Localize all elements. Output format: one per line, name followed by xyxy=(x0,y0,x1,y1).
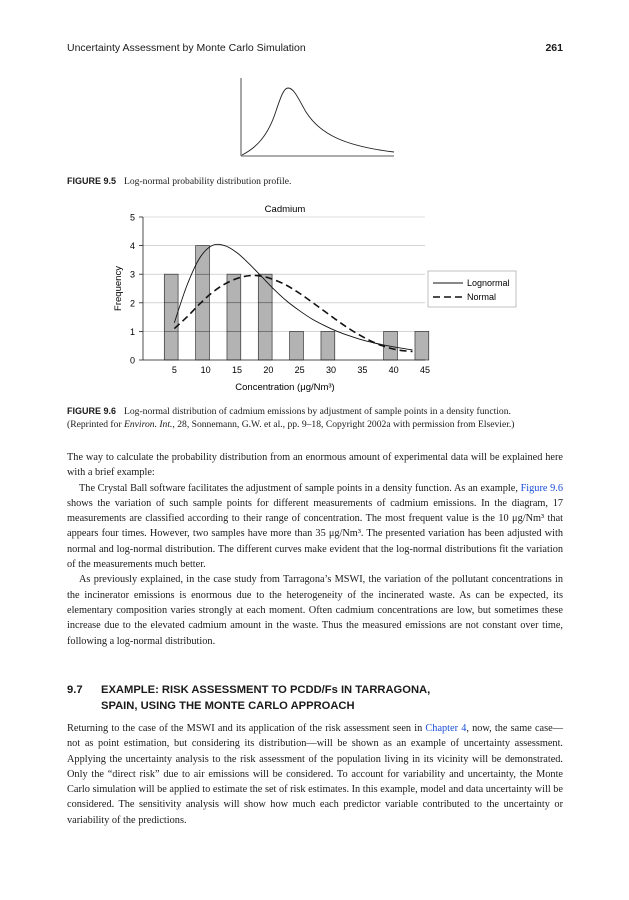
section-title-line2: SPAIN, USING THE MONTE CARLO APPROACH xyxy=(101,700,355,712)
running-head: Uncertainty Assessment by Monte Carlo Simulation xyxy=(67,42,306,54)
x-tick-label: 25 xyxy=(294,365,305,375)
figure-9-6-journal: Environ. Int. xyxy=(124,419,173,430)
figure-9-6-caption xyxy=(67,405,567,431)
body-section-1 xyxy=(67,450,563,649)
legend-normal: Normal xyxy=(467,292,497,302)
x-tick-label: 45 xyxy=(419,365,431,375)
figure-9-6-caption-pre: (Reprinted for xyxy=(67,419,125,430)
figure-9-6-caption-post: , 28, Sonnemann, G.W. et al., pp. 9–18, Copyright 2002a with permission from Elsevier.) xyxy=(172,419,515,430)
x-tick-label: 30 xyxy=(325,365,337,375)
histogram-bar xyxy=(227,274,241,360)
lognormal-profile-figure xyxy=(236,76,396,160)
chart-title: Cadmium xyxy=(264,204,306,215)
section-title-line1: EXAMPLE: RISK ASSESSMENT TO PCDD/Fs IN TARRAGONA, xyxy=(101,684,431,696)
figure-9-6-label: FIGURE 9.6 xyxy=(67,406,117,416)
x-tick-label: 5 xyxy=(171,365,177,375)
x-tick-label: 20 xyxy=(263,365,274,375)
profile-curve xyxy=(242,88,394,155)
page-number: 261 xyxy=(545,42,563,54)
paragraph-1: The way to calculate the probability distribution from an enormous amount of experimental data will be explained here with a brief example: xyxy=(67,452,563,479)
legend-lognormal: Lognormal xyxy=(467,278,510,288)
y-tick-label: 4 xyxy=(129,241,135,252)
x-axis-label: Concentration (μg/Nm³) xyxy=(235,382,335,393)
y-tick-label: 1 xyxy=(129,326,135,337)
x-tick-label: 10 xyxy=(200,365,211,375)
histogram-bar xyxy=(415,331,429,360)
x-tick-label: 15 xyxy=(231,365,243,375)
cadmium-chart xyxy=(100,200,530,395)
section-number: 9.7 xyxy=(67,684,83,696)
x-tick-label: 35 xyxy=(357,365,368,375)
paragraph-4: Returning to the case of the MSWI and its application of the risk assessment seen in Chapter 4, now, the same case—not as point estimation, but considering its distribution—will be shown as an example of uncertainty assessment. Applying the uncertainty analysis to the risk assessment of the population living in its vicinity will be demonstrated. Only the “direct risk” due to air emissions will be considered. To account for variability and uncertainty, the Monte Carlo simulation will be applied to estimate the set of risk estimates. In this example, model and data uncertainty will be considered. The sensitivity analysis will show how much each predictor variable contributed to the uncertainty or variability of the predictions. xyxy=(67,723,563,826)
y-tick-label: 2 xyxy=(129,298,135,309)
legend xyxy=(428,271,516,307)
section-heading xyxy=(67,682,563,714)
histogram-bar xyxy=(321,331,335,360)
y-axis-label: Frequency xyxy=(113,266,124,311)
histogram-bar xyxy=(258,274,272,360)
figure-9-5-caption xyxy=(67,175,291,188)
body-section-2 xyxy=(67,721,563,828)
figure-9-6-caption-line1: Log-normal distribution of cadmium emissions by adjustment of sample points in a density function. xyxy=(124,406,511,417)
chapter-4-link[interactable]: Chapter 4 xyxy=(425,723,467,734)
y-tick-label: 3 xyxy=(129,269,135,280)
figure-9-6-link[interactable]: Figure 9.6 xyxy=(520,482,563,494)
histogram-bar xyxy=(290,331,304,360)
paragraph-2: The Crystal Ball software facilitates the adjustment of sample points in a density function. As an example, Figure 9.6 shows the variation of such sample points for different measurements of cadmium emissions. In the diagram, 17 measurements are classified according to their range of concentration. The most frequent value is the 10 μg/Nm³ that appears four times. However, two samples have more than 35 μg/Nm³. The presented variation has been adjusted with normal and log-normal distribution. The different curves make evident that the log-normal distributions fit the variation of the measurements much better. xyxy=(67,482,563,571)
x-tick-label: 40 xyxy=(388,365,399,375)
y-tick-label: 0 xyxy=(129,355,135,366)
paragraph-3: As previously explained, in the case study from Tarragona’s MSWI, the variation of the pollutant concentrations in the incinerator emissions is enormous due to the heterogeneity of the incinerated waste. As can be expected, its elementary composition varies strongly at each moment. Often cadmium concentrations are low, but sometimes these increase due to the elevated cadmium amount in the waste. Thus the measured emissions are not constant over time, following a log-normal distribution. xyxy=(67,574,563,647)
figure-9-5-label: FIGURE 9.5 xyxy=(67,176,117,186)
y-tick-label: 5 xyxy=(129,212,135,223)
figure-9-5-caption-text: Log-normal probability distribution profile. xyxy=(124,176,292,187)
